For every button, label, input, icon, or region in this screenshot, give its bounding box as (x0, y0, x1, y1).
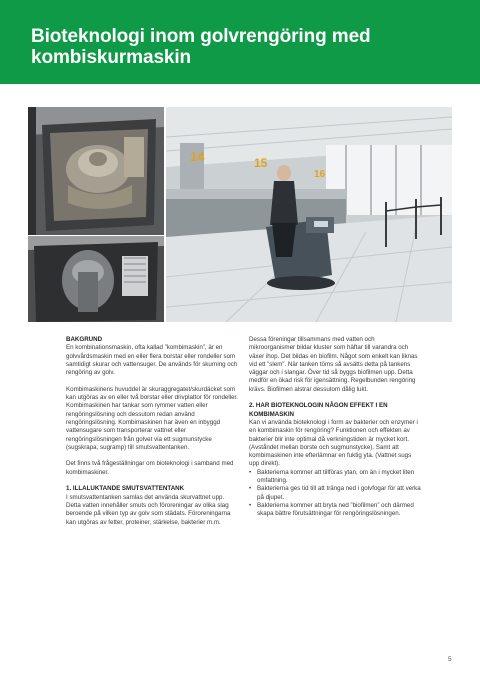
paragraph: Kan vi använda bioteknologi i form av bakterier och enzymer i en kombimaskin för rengöring? Funktionen och effekten av bakterier blir inte optimal då verkningstiden är mycket kort. (Avståndet mellan borste och sugmunstycke). Samt att kombimaskinen inte efterlämnar en fuktig yta. (Vattnet sugs upp direkt). (249, 418, 418, 468)
title-banner (0, 0, 480, 84)
tank-filter-photo (28, 236, 164, 322)
gate-number-14: 14 (190, 149, 205, 164)
paragraph: Dessa föreningar tillsammans med vatten och mikroorganismer bildar kluster som häftar till varandra och växer ihop. Det bildas en biofilm. Något som enkelt kan liknas vid ett ”slem”. När tanken töms så avsätts detta på tankens väggar och i slangar. Över tid så byggs biofilmen upp. Detta medför en ökad risk för igensättning. Regelbunden rengöring krävs. Biofilmen alstrar dessutom dålig lukt. (249, 336, 418, 393)
page-title: Bioteknologi inom golvrengöring med kombiskurmaskin (31, 26, 371, 68)
list-item: • Bakterierna kommer att bryta ned ”biofilmen” och därmed skapa bättre förutsättningar för rengöringslösningen. (249, 502, 421, 519)
paragraph: Kombimaskinens huvuddel är skuraggregatet/skurdäcket som kan utgöras av en eller två borstar eller drivplattor för rondeller. Kombimaskinen har tankar som rymmer vatten eller rengöringslösning och dessutom redan använd rengöringslösning. Kombimaskinen har även en inbyggd vattensugare som transporterar vattnet eller rengöringslösningen från golvet via ett sugmunstycke (sugskrapa, sugramp) till smutsvattentanken. (66, 385, 238, 451)
heading-bioteknologi-effekt: 2. HAR BIOTEKNOLOGIN NÅGON EFFEKT I EN KOMBIMASKIN (249, 402, 388, 418)
tank-interior-photo (28, 107, 164, 235)
page-number: 5 (448, 656, 452, 663)
heading-bakgrund: BAKGRUND (66, 336, 103, 343)
gate-number-15: 15 (254, 156, 268, 170)
left-text-column (66, 336, 238, 535)
list-item: • Bakterierna ges tid till att tränga ned i golvfogar för att verka på djupet. (249, 485, 421, 502)
bullet-list (249, 469, 421, 519)
gate-number-16: 16 (314, 169, 326, 180)
right-text-column (249, 336, 421, 519)
paragraph: En kombinationsmaskin, ofta kallad ”kombimaskin”, är en golvvårdsmaskin med en eller flera borstar eller rondeller som samtidigt skurar och vattensuger. De används för skurning och rengöring av golv. (66, 344, 238, 377)
paragraph: I smutsvattentanken samlas det använda skurvattnet upp. Detta vatten innehåller smuts och föroreningar av olika slag beroende på vilken typ av golv som städats. Föroreningarna kan utgöras av fetter, proteiner, stärkelse, bakterier m.m. (66, 493, 231, 526)
list-item: • Bakterierna kommer att tillföras ytan, om än i mycket liten omfattning. (249, 469, 421, 486)
paragraph: Det finns två frågeställningar om bioteknologi i samband med kombimaskiner. (66, 460, 234, 476)
airport-scrubber-photo (166, 107, 452, 322)
heading-illaluktande: 1. ILLALUKTANDE SMUTSVATTENTANK (66, 485, 185, 493)
